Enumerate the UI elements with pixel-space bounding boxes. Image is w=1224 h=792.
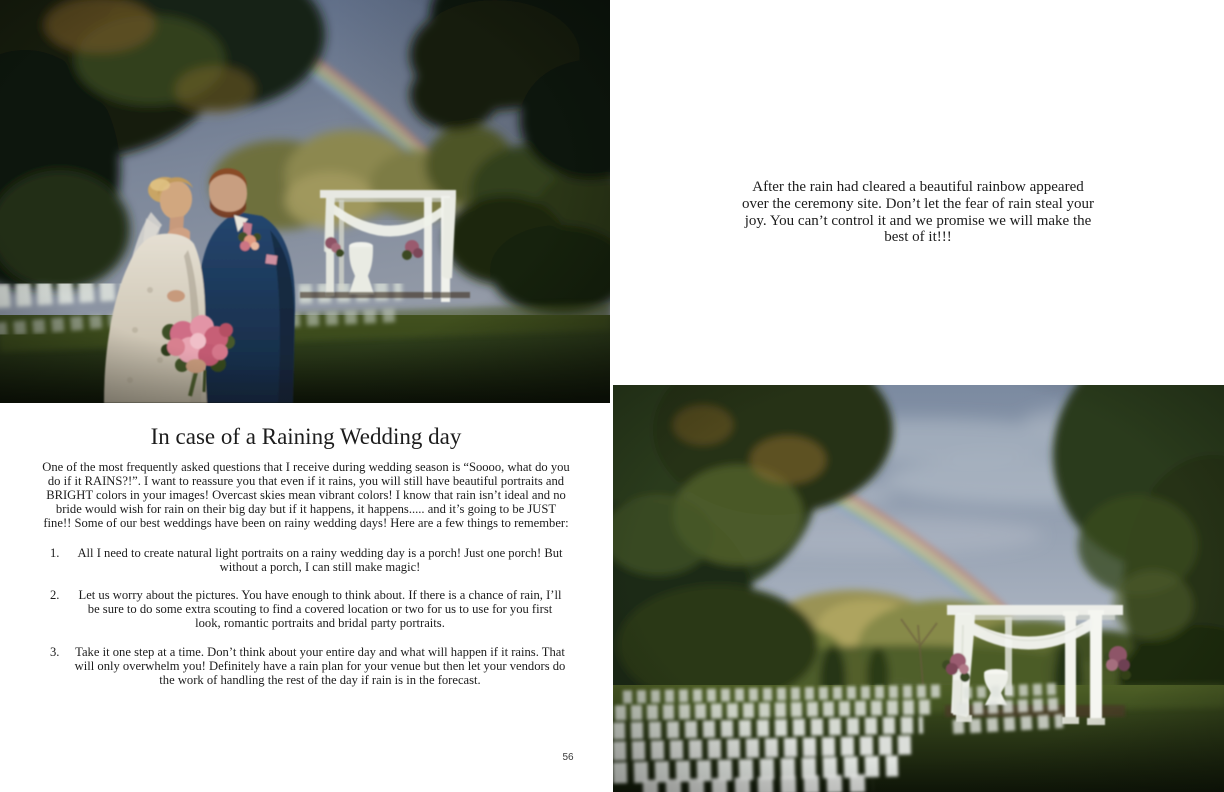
list-item-number: 2. (50, 588, 60, 603)
list-item-text: All I need to create natural light portraits on a rainy wedding day is a porch! Just one porch! But without a porch, I can still make magic! (77, 545, 563, 574)
left-photo-couple-rainbow (0, 0, 610, 403)
page-title: In case of a Raining Wedding day (150, 424, 462, 449)
list-item (42, 646, 570, 688)
intro-paragraph: One of the most frequently asked questions that I receive during wedding season is “Soooo, what do you do if it RAINS?!”. I want to reassure you that even if it rains, you will still have beautiful portraits and BRIGHT colors in your images! Overcast skies mean vibrant colors! I know that rain isn’t ideal and no bride would wish for rain on their big day but if it happens, it happens..... and it’s going to be JUST fine!! Some of our best weddings have been on rainy wedding days! Here are a few things to remember: (42, 460, 570, 530)
right-photo-ceremony-rainbow (613, 385, 1224, 792)
list-item-text: Let us worry about the pictures. You have enough to think about. If there is a chance of rain, I’ll be sure to do some extra scouting to find a covered location or two for us to use for you first look, romantic portraits and bridal party portraits. (78, 588, 562, 631)
vignette (613, 385, 1224, 792)
page-number: 56 (562, 752, 574, 763)
list-item-number: 1. (50, 545, 60, 560)
list-item (42, 589, 570, 631)
vignette (0, 0, 610, 403)
list-item-text: Take it one step at a time. Don’t think about your entire day and what will happen if it rains. That will only overwhelm you! Definitely have a rain plan for your venue but then let your vendors do the work of handling the rest of the day if rain is in the forecast. (74, 644, 566, 687)
right-page-caption: After the rain had cleared a beautiful rainbow appeared over the ceremony site. Don’t let the fear of rain steal your joy. You can’t control it and we promise we will make the best of it!!! (741, 179, 1095, 246)
tips-list (42, 547, 570, 688)
list-item (42, 547, 570, 575)
left-page-text-block (42, 424, 570, 702)
list-item-number: 3. (50, 644, 60, 659)
